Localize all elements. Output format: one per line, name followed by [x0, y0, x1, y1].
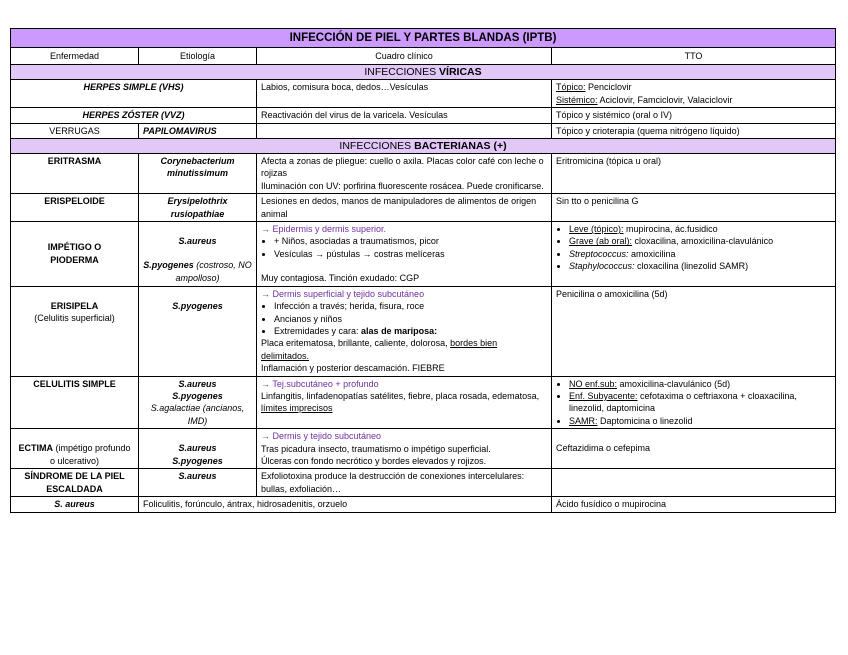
clinical-line — [261, 390, 547, 415]
col-header-tto: TTO — [552, 48, 836, 65]
tto-text: amoxicilina — [628, 248, 676, 259]
list-item: • Ancianos y niños — [274, 313, 547, 325]
clinical-emphasis: alas de mariposa: — [361, 325, 438, 336]
tto-erispeloide: Sin tto o penicilina G — [552, 194, 836, 222]
disease-line: (Celulitis superficial) — [34, 313, 115, 324]
list-item: • Infección a través; herida, fisura, roce — [274, 300, 547, 312]
etiology-erisipela — [139, 286, 257, 376]
tto-herpes-simple — [552, 80, 836, 108]
clinical-header: → Dermis y tejido subcutáneo — [261, 431, 382, 442]
section-label: BACTERIANAS (+) — [414, 140, 507, 153]
disease-ectima — [11, 429, 139, 469]
tto-ectima — [552, 429, 836, 469]
clinical-bullets — [261, 300, 547, 337]
tto-verrugas: Tópico y crioterapia (quema nitrógeno líquido) — [552, 123, 836, 138]
table-row-verrugas — [11, 123, 836, 138]
disease-erispeloide: ERISPELOIDE — [11, 194, 139, 222]
etiology-erispeloide: Erysipelothrix rusiopathiae — [139, 194, 257, 222]
section-row-bacterianas — [11, 139, 836, 154]
clinical-erispeloide: Lesiones en dedos, manos de manipuladores de alimentos de origen animal — [257, 194, 552, 222]
tto-text: cloxacilina, amoxicilina-clavulánico — [632, 236, 774, 247]
list-item — [274, 325, 547, 337]
table-row-eritrasma — [11, 154, 836, 194]
tto-erisipela: Penicilina o amoxicilina (5d) — [552, 286, 836, 376]
list-item: • + Niños, asociadas a traumatismos, picor — [274, 235, 547, 247]
col-header-cuadro-clinico: Cuadro clínico — [257, 48, 552, 65]
clinical-ectima — [257, 429, 552, 469]
etiology-sindrome-piel-escaldada: S.aureus — [139, 469, 257, 497]
tto-bullets — [556, 378, 831, 428]
clinical-line: Muy contagiosa. Tinción exudado: CGP — [261, 273, 420, 284]
disease-line: IMPÉTIGO O — [47, 242, 102, 253]
section-label: VÍRICAS — [439, 66, 482, 79]
tto-sindrome-piel-escaldada — [552, 469, 836, 497]
clinical-header: → Dermis superficial y tejido subcutáneo — [261, 288, 425, 299]
list-item — [569, 223, 831, 235]
tto-text: Daptomicina o linezolid — [597, 415, 693, 426]
clinical-eritrasma — [257, 154, 552, 194]
etiology-line: S.pyogenes — [172, 455, 223, 466]
tto-line: Ceftazidima o cefepima — [556, 443, 651, 454]
section-row-viricas — [11, 65, 836, 80]
clinical-impetigo — [257, 222, 552, 287]
etiology-line: S.aureus — [178, 378, 217, 389]
section-bacterianas — [11, 139, 836, 154]
disease-eritrasma: ERITRASMA — [11, 154, 139, 194]
tto-text: cefotaxima o ceftriaxona + cloaxacilina, linezolid, daptomicina — [569, 390, 797, 414]
clinical-erisipela — [257, 286, 552, 376]
tto-eritrasma: Eritromicina (tópica u oral) — [552, 154, 836, 194]
tto-text: mupirocina, ác.fusidico — [623, 224, 718, 235]
col-header-etiologia: Etiología — [139, 48, 257, 65]
list-item — [569, 390, 831, 415]
clinical-line — [261, 337, 547, 362]
header-row — [11, 48, 836, 65]
clinical-herpes-zoster: Reactivación del virus de la varicela. Vesículas — [257, 108, 552, 123]
clinical-text: Linfangitis, linfadenopatías satélites, fiebre, placa rosada, edematosa, — [261, 390, 540, 401]
disease-herpes-simple: HERPES SIMPLE (VHS) — [11, 80, 257, 108]
col-header-enfermedad: Enfermedad — [11, 48, 139, 65]
etiology-verrugas: PAPILOMAVIRUS — [139, 123, 257, 138]
disease-herpes-zoster: HERPES ZÓSTER (VVZ) — [11, 108, 257, 123]
etiology-line: S.aureus — [178, 443, 217, 454]
table-row-herpes-zoster — [11, 108, 836, 123]
spacer — [143, 430, 252, 442]
tto-label: Grave (ab oral): — [569, 236, 633, 247]
table-row-sindrome-piel-escaldada — [11, 469, 836, 497]
disease-sindrome-piel-escaldada: SÍNDROME DE LA PIEL ESCALDADA — [11, 469, 139, 497]
table-row-impetigo — [11, 222, 836, 287]
section-viricas — [11, 65, 836, 80]
tto-label: Staphylococcus: — [569, 261, 635, 272]
tto-text: cloxacilina (linezolid SAMR) — [634, 261, 749, 272]
table-row-erisipela — [11, 286, 836, 376]
spacer — [143, 288, 252, 300]
etiology-organism: S.pyogenes — [143, 260, 194, 271]
etiology-impetigo — [139, 222, 257, 287]
tto-celulitis — [552, 376, 836, 429]
clinical-herpes-simple: Labios, comisura boca, dedos…Vesículas — [257, 80, 552, 108]
list-item — [569, 235, 831, 247]
disease-line — [15, 442, 134, 467]
tto-line — [556, 94, 831, 106]
tto-label: SAMR: — [569, 415, 598, 426]
tto-label: Leve (tópico): — [569, 224, 624, 235]
tto-label: Streptococcus: — [569, 248, 629, 259]
disease-erisipela — [11, 286, 139, 376]
tto-bullets — [556, 223, 831, 273]
tto-s-aureus: Ácido fusídico o mupirocina — [552, 497, 836, 512]
clinical-celulitis — [257, 376, 552, 429]
tto-text: amoxicilina-clavulánico (5d) — [617, 378, 731, 389]
tto-label: Sistémico: — [556, 94, 598, 105]
clinical-verrugas — [257, 123, 552, 138]
etiology-line: S.pyogenes — [172, 300, 223, 311]
etiology-line: S.agalactiae (ancianos, IMD) — [150, 403, 245, 426]
disease-line: ERISIPELA — [50, 300, 99, 311]
clinical-underlined: bordes bien delimitados. — [261, 338, 498, 361]
spacer — [143, 223, 252, 235]
spacer — [15, 430, 134, 442]
clinical-underlined: límites imprecisos — [261, 403, 333, 414]
disease-s-aureus: S. aureus — [11, 497, 139, 512]
disease-note: (impétigo profundo o ulcerativo) — [49, 443, 131, 466]
iptb-summary-sheet — [10, 28, 835, 513]
clinical-sindrome-piel-escaldada: Exfoliotoxina produce la destrucción de conexiones intercelulares: bullas, exfoliación… — [257, 469, 552, 497]
clinical-text: Extremidades y cara: — [274, 325, 362, 336]
clinical-bullets — [261, 235, 547, 260]
etiology-celulitis — [139, 376, 257, 429]
tto-impetigo — [552, 222, 836, 287]
table-row-s-aureus — [11, 497, 836, 512]
spacer — [143, 247, 252, 259]
clinical-line: Úlceras con fondo necrótico y bordes elevados y rojizos. — [261, 455, 487, 466]
disease-celulitis: CELULITIS SIMPLE — [11, 376, 139, 429]
disease-impetigo — [11, 222, 139, 287]
tto-label: Tópico: — [556, 82, 586, 93]
disease-line: PIODERMA — [50, 254, 99, 265]
clinical-line: Iluminación con UV: porfirina fluorescente rosácea. Puede cronificarse. — [261, 180, 544, 191]
list-item — [569, 415, 831, 427]
tto-text: Aciclovir, Famciclovir, Valaciclovir — [597, 94, 733, 105]
spacer — [556, 430, 831, 442]
table-row-herpes-simple — [11, 80, 836, 108]
spacer — [261, 260, 547, 272]
tto-label: Enf. Subyacente: — [569, 390, 638, 401]
clinical-header: → Epidermis y dermis superior. — [261, 224, 387, 235]
table-title: INFECCIÓN DE PIEL Y PARTES BLANDAS (IPTB) — [11, 29, 836, 48]
tto-text: Penciclovir — [585, 82, 632, 93]
etiology-ectima — [139, 429, 257, 469]
tto-line — [556, 81, 831, 93]
list-item — [569, 248, 831, 260]
tto-herpes-zoster: Tópico y sistémico (oral o IV) — [552, 108, 836, 123]
disease-name: ECTIMA — [18, 443, 53, 454]
clinical-s-aureus: Foliculitis, forúnculo, ántrax, hidrosadenitis, orzuelo — [139, 497, 552, 512]
section-prefix: INFECCIONES — [364, 66, 440, 79]
iptb-table — [10, 28, 836, 513]
etiology-line: S.pyogenes — [172, 390, 223, 401]
etiology-note: (costroso, NO ampolloso) — [175, 260, 252, 283]
list-item — [569, 260, 831, 272]
tto-label: NO enf.sub: — [569, 378, 618, 389]
etiology-line — [143, 259, 252, 284]
etiology-eritrasma: Corynebacterium minutissimum — [139, 154, 257, 194]
etiology-line: S.aureus — [178, 236, 217, 247]
clinical-line: Inflamación y posterior descamación. FIEBRE — [261, 363, 445, 374]
title-row — [11, 29, 836, 48]
table-row-celulitis — [11, 376, 836, 429]
clinical-line: Afecta a zonas de pliegue: cuello o axila. Placas color café con leche o rojizas — [261, 156, 544, 179]
clinical-line: Tras picadura insecto, traumatismo o impétigo superficial. — [261, 443, 491, 454]
list-item — [569, 378, 831, 390]
clinical-header: → Tej.subcutáneo + profundo — [261, 378, 379, 389]
table-row-erispeloide — [11, 194, 836, 222]
disease-verrugas: VERRUGAS — [11, 123, 139, 138]
table-row-ectima — [11, 429, 836, 469]
spacer — [15, 288, 134, 300]
list-item: • Vesículas → pústulas → costras melíceras — [274, 248, 547, 260]
clinical-text: Placa eritematosa, brillante, caliente, dolorosa, — [261, 338, 451, 349]
section-prefix: INFECCIONES — [339, 140, 415, 153]
